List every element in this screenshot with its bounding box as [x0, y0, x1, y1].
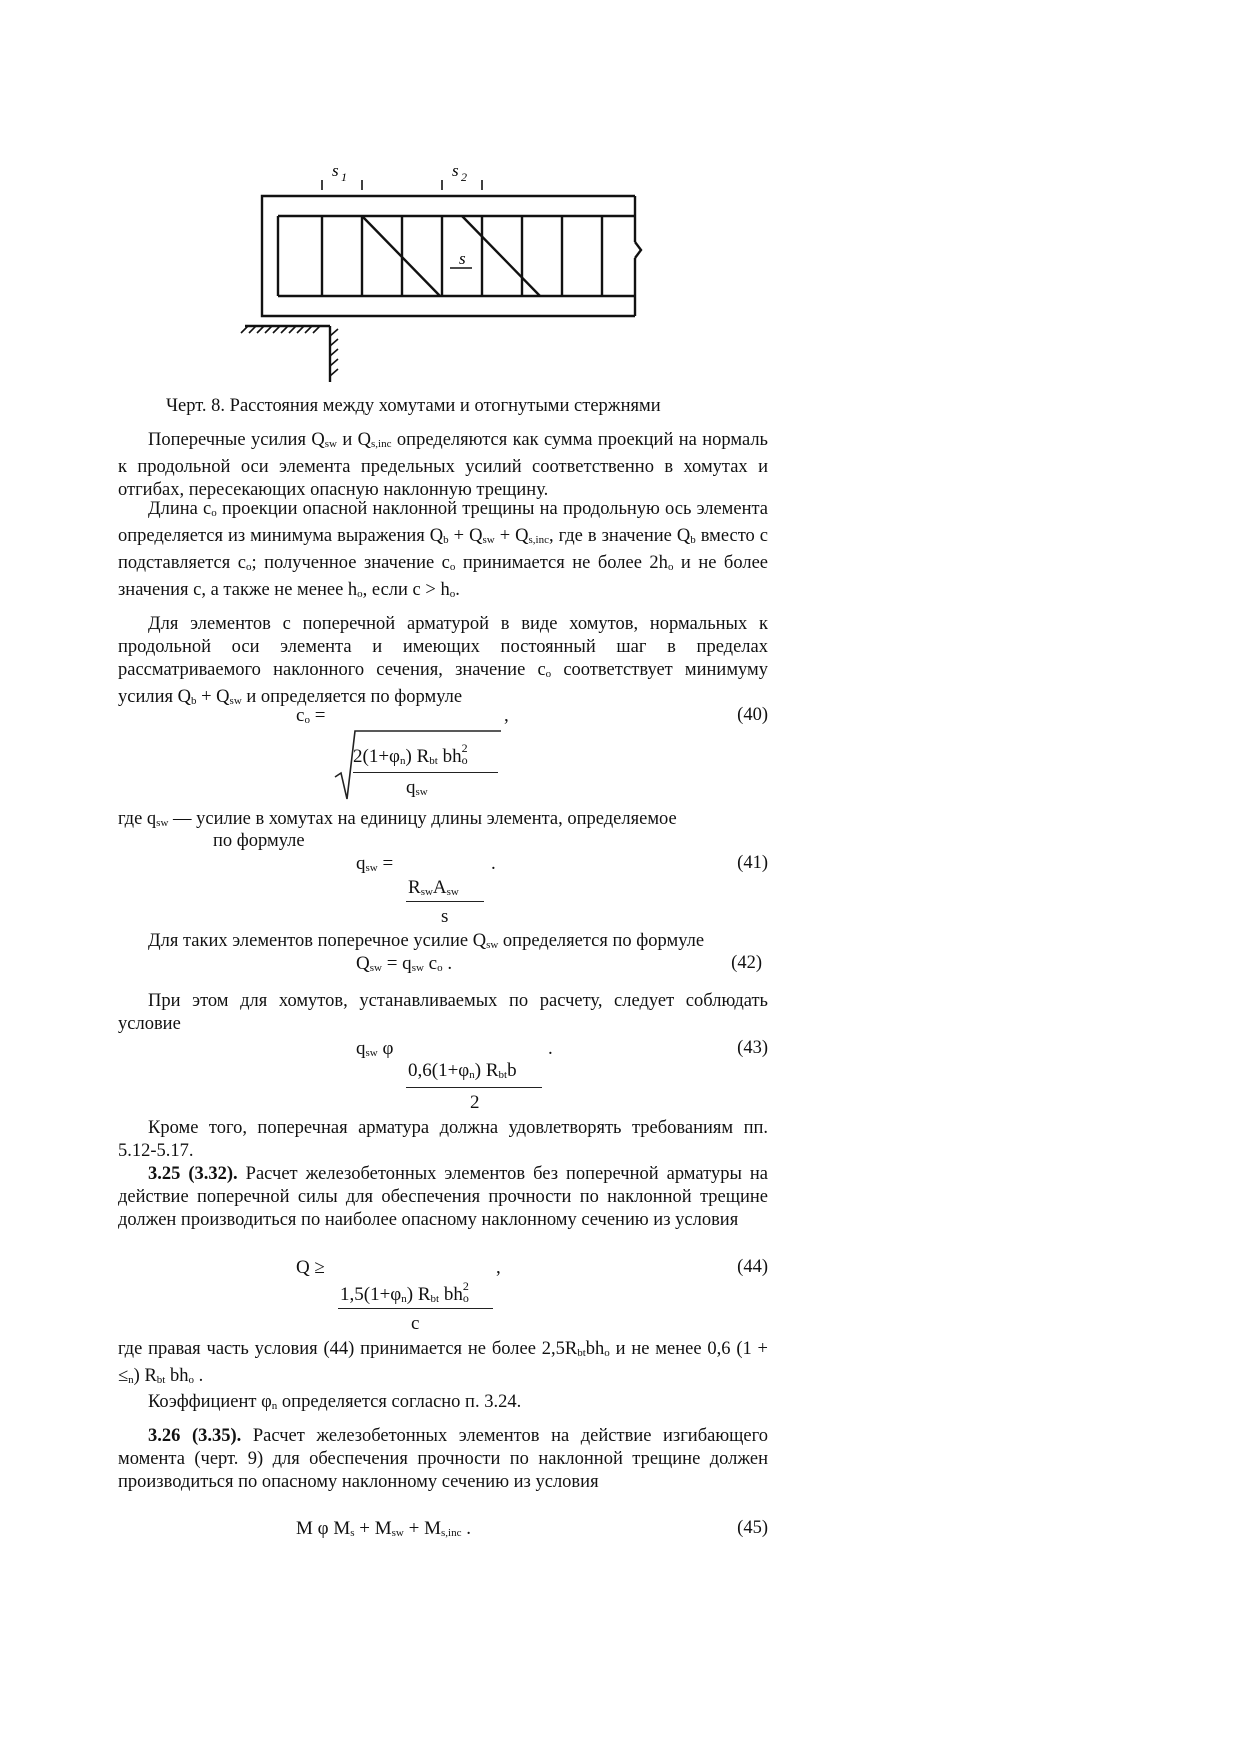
where-44: где правая часть условия (44) принимается не более 2,5Rbtbho и не менее 0,6 (1 + ≤n) Rbt bho . — [118, 1339, 768, 1386]
label-s1-sub: 1 — [341, 170, 347, 184]
label-s2: s — [452, 161, 459, 180]
paragraph-condition: При этом для хомутов, устанавливаемых по расчету, следует соблюдать условие — [118, 991, 768, 1034]
paragraph-3-26: 3.26 (3.35). Расчет железобетонных элементов на действие изгибающего момента (черт. 9) для обеспечения прочности по наклонной трещине должен производиться по опасному наклонному сечению из условия — [118, 1426, 768, 1492]
paragraph-stirrups: Для элементов с поперечной арматурой в виде хомутов, нормальных к продольной оси элемента и имеющих постоянный шаг в пределах рассматриваемого наклонного сечения, значение co соответствует минимуму усилия Qb + Qsw и определяется по формуле — [118, 614, 768, 707]
paragraph-3-25: 3.25 (3.32). Расчет железобетонных элементов без поперечной арматуры на действие поперечной силы для обеспечения прочности по наклонной трещине должен производиться по наиболее опасному наклонному сечению из условия — [118, 1164, 768, 1230]
where-qsw-cont: по формуле — [213, 831, 305, 851]
where-qsw: где qsw — усилие в хомутах на единицу длины элемента, определяемое — [118, 809, 677, 829]
paragraph-additional: Кроме того, поперечная арматура должна удовлетворять требованиям пп. 5.12-5.17. — [118, 1118, 768, 1161]
label-s1: s — [332, 161, 339, 180]
paragraph-coefficient: Коэффициент φn определяется согласно п. 3.24. — [148, 1392, 522, 1412]
paragraph-qsw-formula: Для таких элементов поперечное усилие Qsw определяется по формуле — [148, 931, 705, 951]
paragraph-shear-forces: Поперечные усилия Qsw и Qs,inc определяются как сумма проекций на нормаль к продольной оси элемента предельных усилий соответственно в хомутах и отгибах, пересекающих опасную наклонную трещину. — [118, 430, 768, 500]
paragraph-crack-length: Длина co проекции опасной наклонной трещины на продольную ось элемента определяется из минимума выражения Qb + Qsw + Qs,inc, где в значение Qb вместо c подставляется co; полученное значение co принимается не более 2ho и не более значения c, а также не менее ho, если c > ho. — [118, 499, 769, 600]
figure-8-beam-drawing — [240, 160, 660, 382]
label-s: s — [459, 249, 466, 268]
figure-caption: Черт. 8. Расстояния между хомутами и отогнутыми стержнями — [166, 396, 661, 416]
label-s2-sub: 2 — [461, 170, 467, 184]
